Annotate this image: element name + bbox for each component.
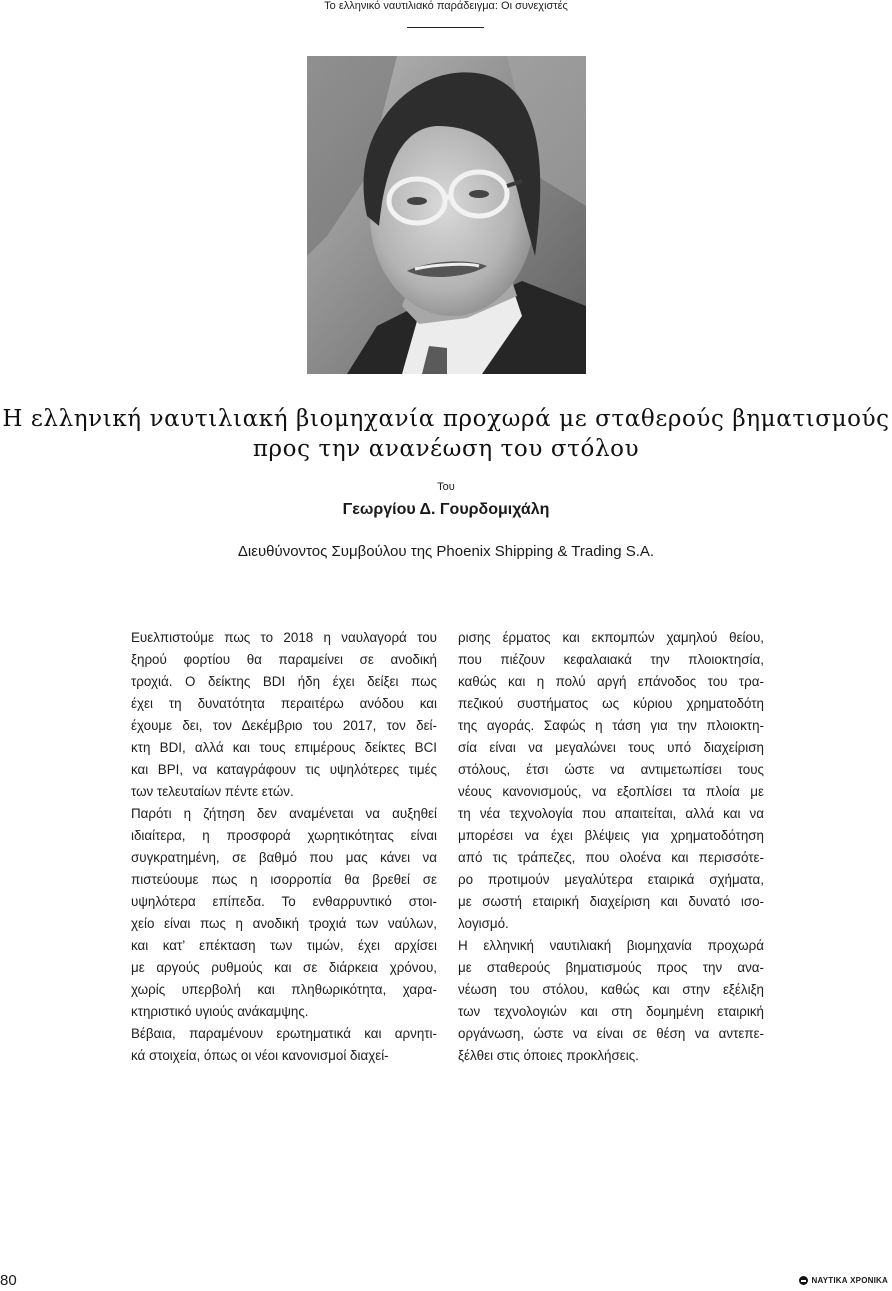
text-line: των τελευταίων πέντε ετών. xyxy=(131,784,294,799)
body-paragraph xyxy=(131,1023,437,1067)
text-line: ξέλθει στις όποιες προκλήσεις. xyxy=(458,1048,639,1063)
text-line: ρο προτιμούν μεγαλύτερα εταιρικά σχήματα, xyxy=(458,872,764,887)
author-name: Γεωργίου Δ. Γουρδομιχάλη xyxy=(342,501,550,518)
body-column-right xyxy=(458,627,764,1067)
text-line: έχει τη δυνατότητα περαιτέρω ανόδου και xyxy=(131,696,437,711)
text-line: με αργούς ρυθμούς και σε διάρκεια χρόνου, xyxy=(131,960,437,975)
brand-logo-icon xyxy=(799,1276,808,1285)
text-line: στόλους, έτσι ώστε να αντιμετωπίσει τους xyxy=(458,762,764,777)
text-line: έχουμε δει, τον Δεκέμβριο του 2017, τον δεί- xyxy=(131,718,437,733)
byline-prefix: Του xyxy=(437,481,455,493)
text-line: των τεχνολογιών και στη δομημένη εταιρική xyxy=(458,1004,764,1019)
text-line: κά στοιχεία, όπως οι νέοι κανονισμοί διαχεί- xyxy=(131,1048,389,1063)
text-line: της αγοράς. Σαφώς η τάση για την πλοιοκτη- xyxy=(458,718,764,733)
text-line: χείο είναι πως η ανοδική τροχιά των ναύλων, xyxy=(131,916,437,931)
text-line: τη νέα τεχνολογία που απαιτείται, αλλά και να xyxy=(458,806,764,821)
running-title: Το ελληνικό ναυτιλιακό παράδειγμα: Οι συνεχιστές xyxy=(324,0,568,12)
text-line: Βέβαια, παραμένουν ερωτηματικά και αρνητι- xyxy=(131,1026,437,1041)
text-line: τροχιά. Ο δείκτης BDI ήδη έχει δείξει πως xyxy=(131,674,437,689)
text-line: νέωση του στόλου, καθώς και στην εξέλιξη xyxy=(458,982,764,997)
body-paragraph xyxy=(458,627,764,935)
text-line: ξηρού φορτίου θα παραμείνει σε ανοδική xyxy=(131,652,437,667)
text-line: λογισμό. xyxy=(458,916,509,931)
text-line: που πιέζουν κεφαλαιακά την πλοιοκτησία, xyxy=(458,652,764,667)
text-line: Η ελληνική ναυτιλιακή βιομηχανία προχωρά xyxy=(458,938,764,953)
text-line: με σωστή εταιρική διαχείριση και δυνατό ισο- xyxy=(458,894,764,909)
text-line: με σταθερούς βηματισμούς προς την ανα- xyxy=(458,960,764,975)
text-line: συγκρατημένη, σε βαθμό που μας κάνει να xyxy=(131,850,437,865)
body-paragraph xyxy=(131,803,437,1023)
body-column-left xyxy=(131,627,437,1067)
author-portrait xyxy=(307,56,586,374)
header-rule xyxy=(407,27,484,28)
text-line: σία είναι να μεγαλώνει τους υπό διαχείριση xyxy=(458,740,764,755)
text-line: ιδιαίτερα, η προσφορά χωρητικότητας είναι xyxy=(131,828,437,843)
text-line: κτη BDI, αλλά και τους επιμέρους δείκτες BCI xyxy=(131,740,437,755)
text-line: και κατ’ επέκταση των τιμών, έχει αρχίσει xyxy=(131,938,437,953)
article-title xyxy=(0,404,892,464)
text-line: ρισης έρματος και εκπομπών χαμηλού θείου, xyxy=(458,630,764,645)
text-line: νέους κανονισμούς, να εξοπλίσει τα πλοία με xyxy=(458,784,764,799)
text-line: και BPI, να καταγράφουν τις υψηλότερες τιμές xyxy=(131,762,437,777)
text-line: από τις τράπεζες, που ολοένα και περισσότε- xyxy=(458,850,764,865)
text-line: οργάνωση, ώστε να είναι σε θέση να αντεπε- xyxy=(458,1026,764,1041)
page-number: 80 xyxy=(0,1272,17,1289)
text-line: Παρότι η ζήτηση δεν αναμένεται να αυξηθεί xyxy=(131,806,437,821)
body-paragraph xyxy=(458,935,764,1067)
title-line-2: προς την ανανέωση του στόλου xyxy=(252,436,640,462)
text-line: χωρίς υπερβολή και πληθωρικότητα, χαρα- xyxy=(131,982,437,997)
text-line: μπορέσει να έχει βλέψεις για χρηματοδότηση xyxy=(458,828,764,843)
text-line: πιστεύουμε πως η ισορροπία θα βρεθεί σε xyxy=(131,872,437,887)
brand-name: ΝΑΥΤΙΚΑ ΧΡΟΝΙΚΑ xyxy=(811,1276,888,1285)
text-line: υψηλότερα επίπεδα. Το ενθαρρυντικό στοι- xyxy=(131,894,437,909)
text-line: καθώς και η πολύ αργή επάνοδος του τρα- xyxy=(458,674,764,689)
title-line-1: Η ελληνική ναυτιλιακή βιομηχανία προχωρά με σταθερούς βηματισμούς xyxy=(2,406,890,432)
footer-brand xyxy=(799,1276,889,1285)
body-paragraph xyxy=(131,627,437,803)
author-role: Διευθύνοντος Συμβούλου της Phoenix Shipping & Trading S.A. xyxy=(237,543,655,560)
text-line: Ευελπιστούμε πως το 2018 η ναυλαγορά του xyxy=(131,630,437,645)
text-line: πεζικού συστήματος ως κύριου χρηματοδότη xyxy=(458,696,764,711)
text-line: κτηριστικό υγιούς ανάκαμψης. xyxy=(131,1004,309,1019)
